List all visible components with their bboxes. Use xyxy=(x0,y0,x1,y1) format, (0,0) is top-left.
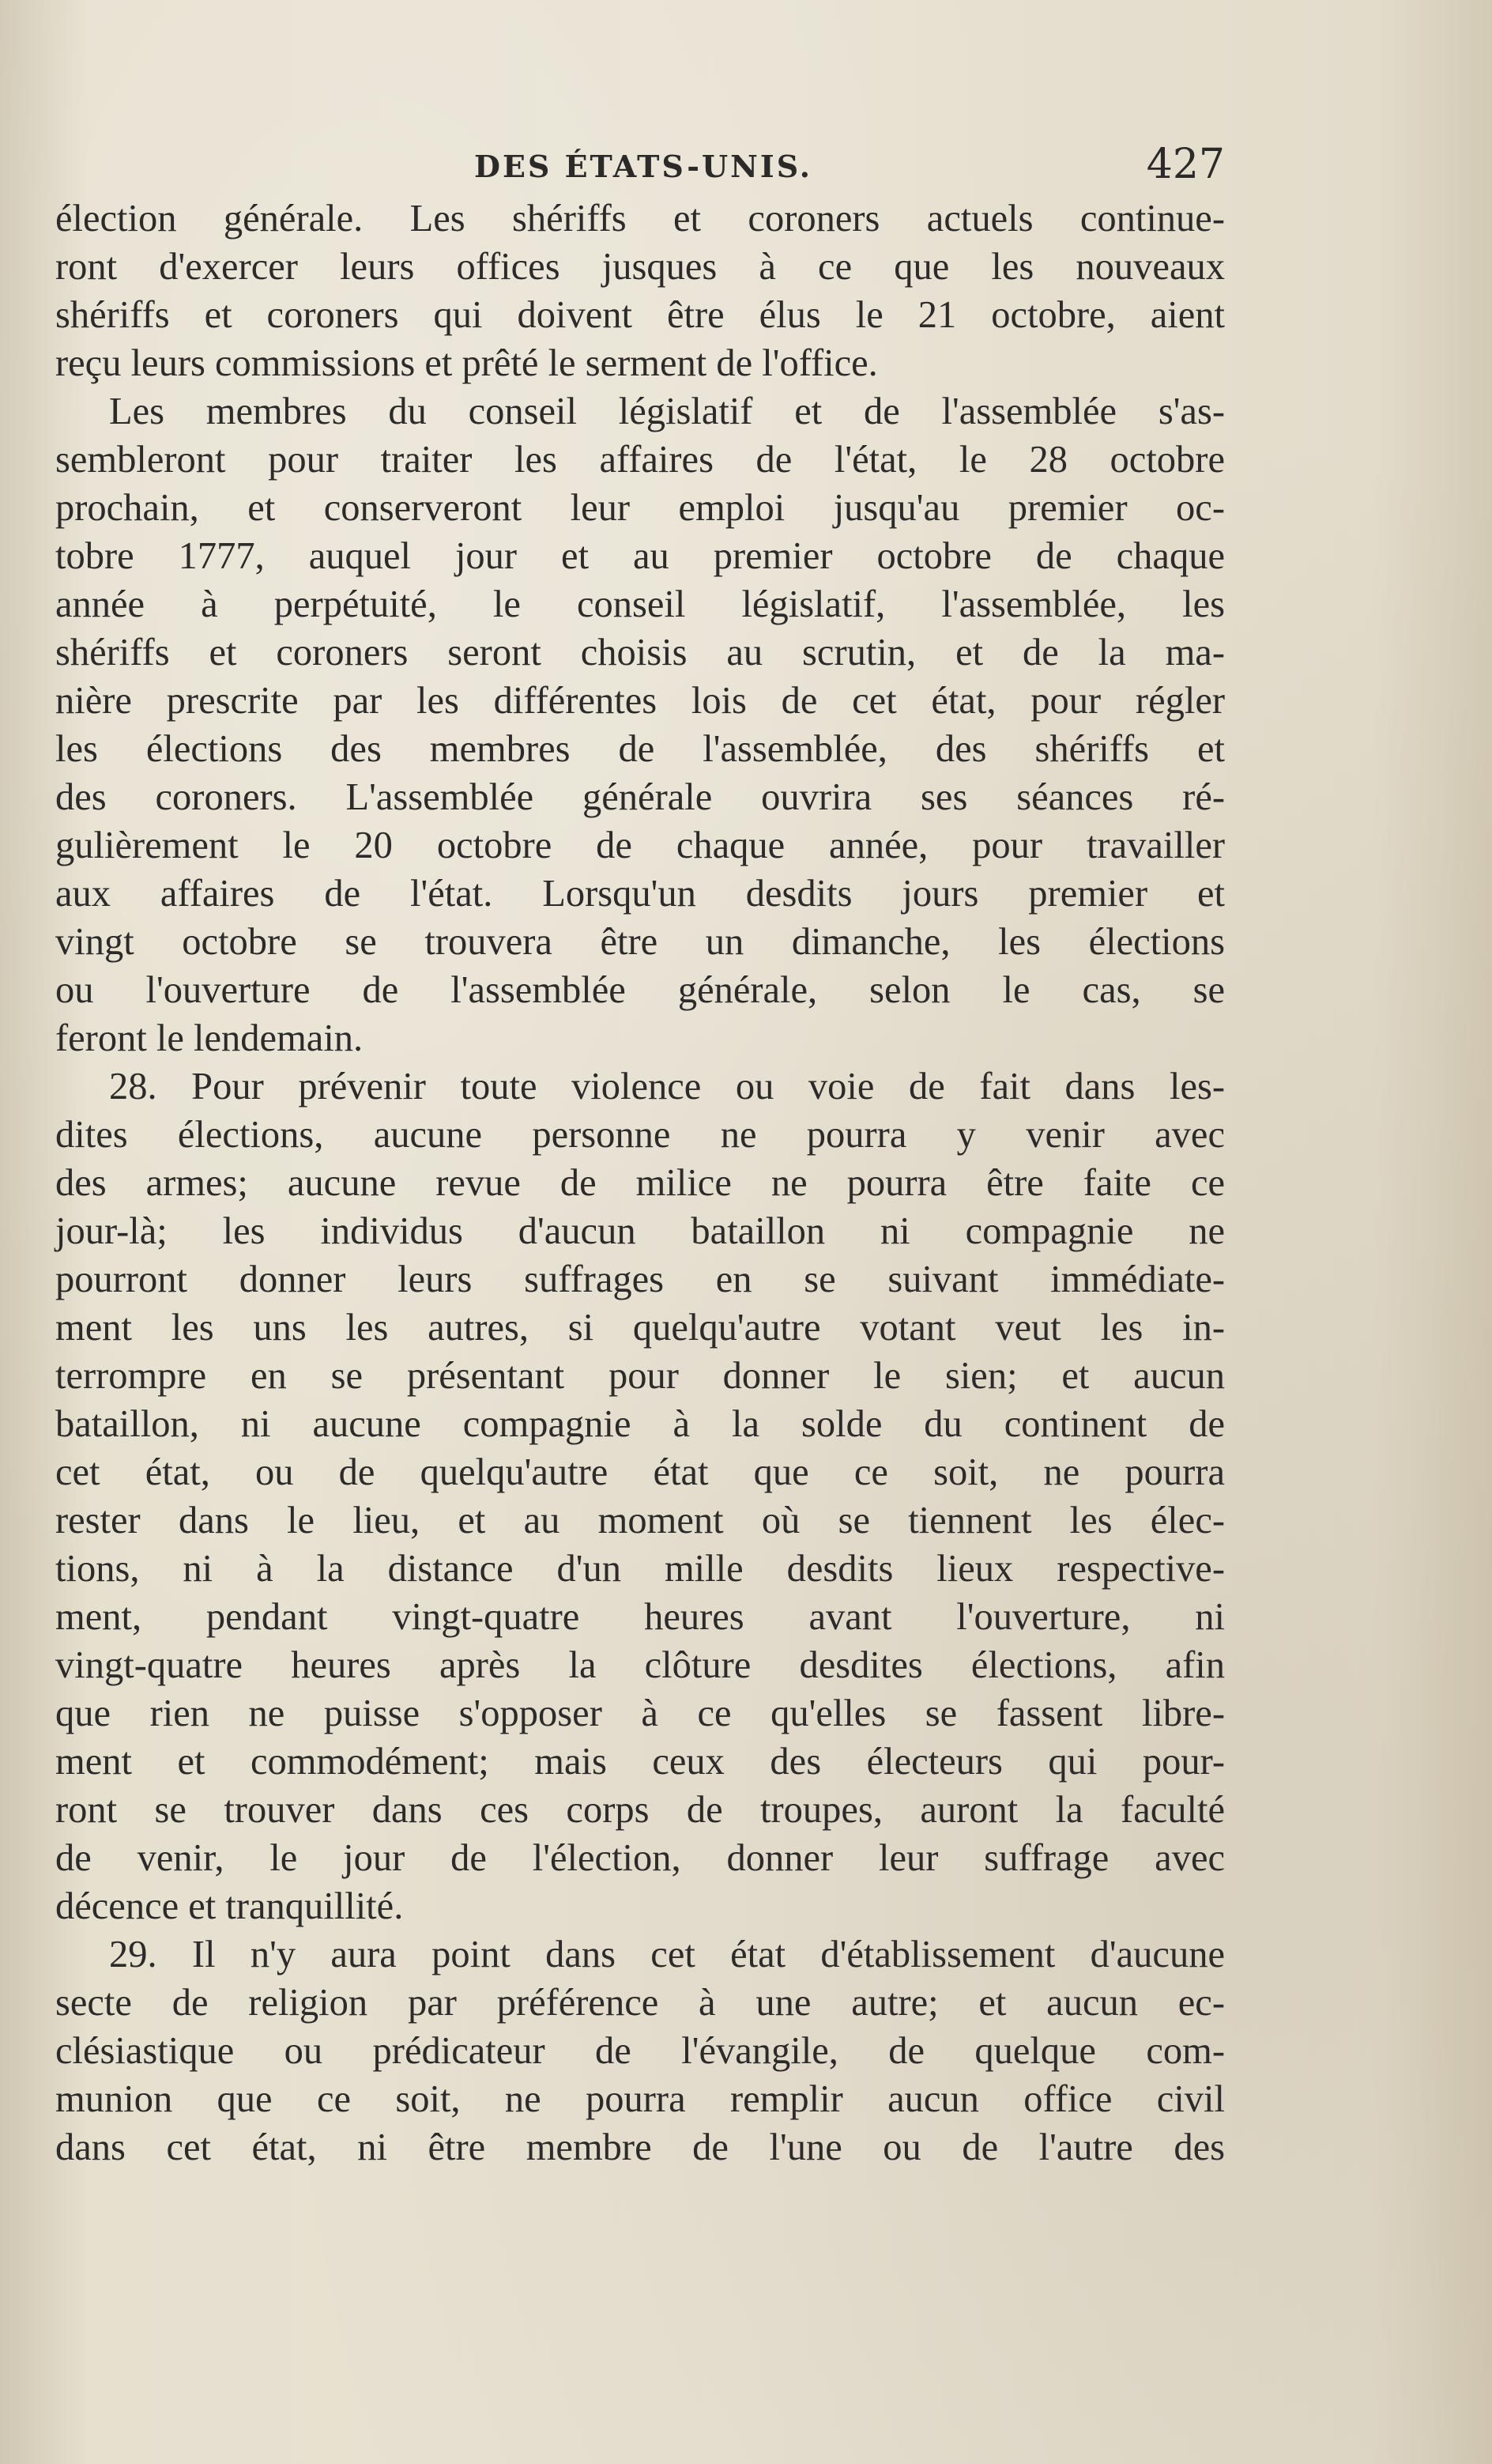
page-number: 427 xyxy=(1146,141,1225,188)
text-line: vingt octobre se trouvera être un dimanche, les élections xyxy=(55,921,1225,963)
text-line: shériffs et coroners seront choisis au scrutin, et de la ma- xyxy=(55,632,1225,674)
text-line: ment les uns les autres, si quelqu'autre votant veut les in- xyxy=(55,1307,1225,1349)
text-line: rester dans le lieu, et au moment où se tiennent les élec- xyxy=(55,1500,1225,1541)
text-line: des armes; aucune revue de milice ne pourra être faite ce xyxy=(55,1162,1225,1204)
text-line: tions, ni à la distance d'un mille desdits lieux respective- xyxy=(55,1548,1225,1590)
text-line: feront le lendemain. xyxy=(55,1017,364,1059)
text-line: aux affaires de l'état. Lorsqu'un desdits jours premier et xyxy=(55,873,1225,915)
text-line: année à perpétuité, le conseil législatif, l'assemblée, les xyxy=(55,583,1225,625)
text-line: dites élections, aucune personne ne pourra y venir avec xyxy=(55,1114,1225,1156)
body-text xyxy=(55,194,1225,2172)
text-line: ment et commodément; mais ceux des électeurs qui pour- xyxy=(55,1741,1225,1783)
text-line: cet état, ou de quelqu'autre état que ce soit, ne pourra xyxy=(55,1451,1225,1493)
text-line: ront se trouver dans ces corps de troupes, auront la faculté xyxy=(55,1789,1225,1831)
text-line: les élections des membres de l'assemblée, des shériffs et xyxy=(55,728,1225,770)
text-line: reçu leurs commissions et prêté le serment de l'office. xyxy=(55,342,878,384)
page-header xyxy=(55,141,1225,188)
text-line: munion que ce soit, ne pourra remplir aucun office civil xyxy=(55,2078,1225,2120)
text-line: sembleront pour traiter les affaires de l'état, le 28 octobre xyxy=(55,439,1225,481)
text-line: ou l'ouverture de l'assemblée générale, selon le cas, se xyxy=(55,969,1225,1011)
running-head: DES ÉTATS-UNIS. xyxy=(474,149,813,184)
text-line: gulièrement le 20 octobre de chaque année, pour travailler xyxy=(55,824,1225,866)
text-line: décence et tranquillité. xyxy=(55,1885,404,1927)
text-line: terrompre en se présentant pour donner le sien; et aucun xyxy=(55,1355,1225,1397)
text-line: ront d'exercer leurs offices jusques à ce que les nouveaux xyxy=(55,246,1225,288)
text-line: clésiastique ou prédicateur de l'évangile, de quelque com- xyxy=(55,2030,1225,2072)
text-line: nière prescrite par les différentes lois de cet état, pour régler xyxy=(55,680,1225,722)
text-line: des coroners. L'assemblée générale ouvrira ses séances ré- xyxy=(55,776,1225,818)
text-line: de venir, le jour de l'élection, donner leur suffrage avec xyxy=(55,1837,1225,1879)
text-line: prochain, et conserveront leur emploi jusqu'au premier oc- xyxy=(55,487,1225,529)
text-line: vingt-quatre heures après la clôture desdites élections, afin xyxy=(55,1644,1225,1686)
article-28-start-line: 28. Pour prévenir toute violence ou voie de fait dans les- xyxy=(109,1066,1225,1107)
text-line: jour-là; les individus d'aucun bataillon ni compagnie ne xyxy=(55,1210,1225,1252)
text-line: tobre 1777, auquel jour et au premier octobre de chaque xyxy=(55,535,1225,577)
text-line: shériffs et coroners qui doivent être élus le 21 octobre, aient xyxy=(55,294,1225,336)
article-29-start-line: 29. Il n'y aura point dans cet état d'établissement d'aucune xyxy=(109,1934,1225,1975)
text-line: secte de religion par préférence à une autre; et aucun ec- xyxy=(55,1982,1225,2024)
text-line: dans cet état, ni être membre de l'une ou de l'autre des xyxy=(55,2126,1225,2168)
text-line: élection générale. Les shériffs et coroners actuels continue- xyxy=(55,198,1225,240)
text-line: pourront donner leurs suffrages en se suivant immédiate- xyxy=(55,1258,1225,1300)
text-line: bataillon, ni aucune compagnie à la solde du continent de xyxy=(55,1403,1225,1445)
paragraph-start-line: Les membres du conseil législatif et de l'assemblée s'as- xyxy=(109,391,1225,432)
text-line: que rien ne puisse s'opposer à ce qu'elles se fassent libre- xyxy=(55,1692,1225,1734)
text-line: ment, pendant vingt-quatre heures avant l'ouverture, ni xyxy=(55,1596,1225,1638)
